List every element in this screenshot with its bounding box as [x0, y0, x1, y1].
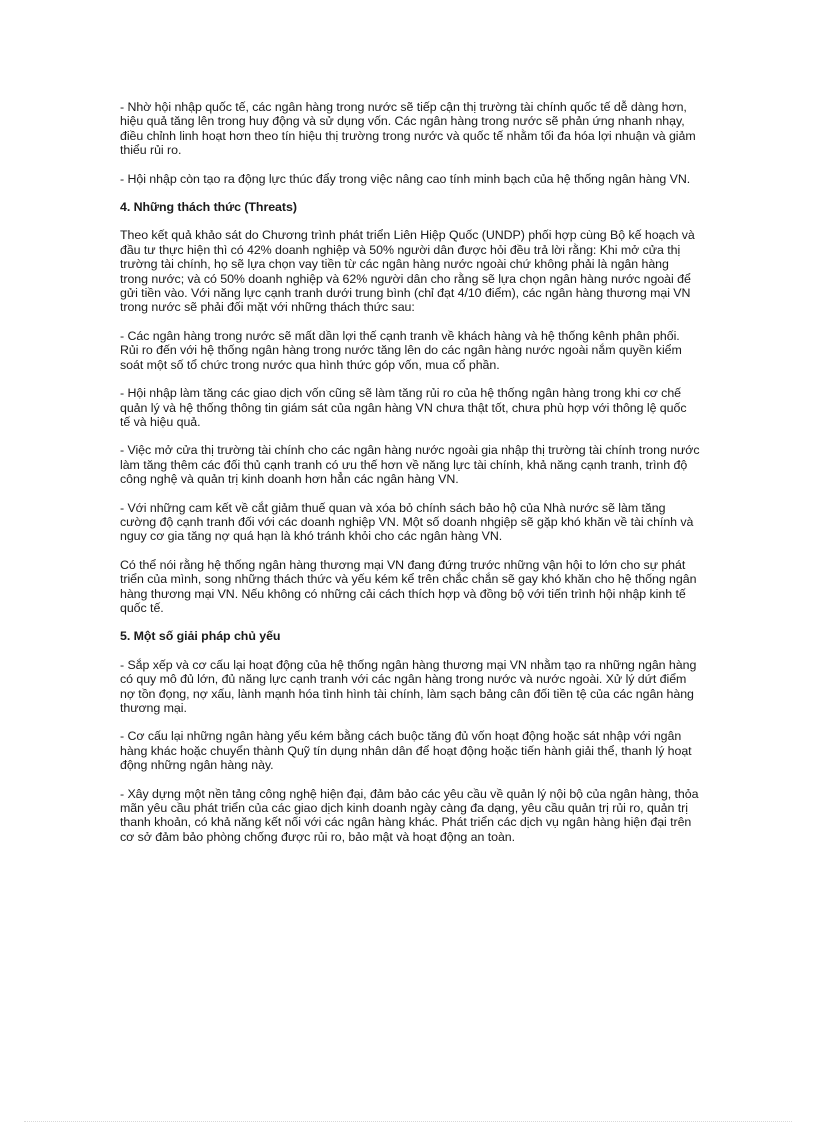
paragraph-capital-risk: - Hội nhập làm tăng các giao dịch vốn cũng sẽ làm tăng rủi ro của hệ thống ngân hàng trong khi cơ chế quản lý và hệ thống thông tin giám sát của ngân hàng VN chưa thật tốt, chưa phù hợp với thông lệ quốc tế và hiệu quả.	[120, 386, 687, 429]
paragraph-foreign-competitors: - Việc mở cửa thị trường tài chính cho các ngân hàng nước ngoài gia nhập thị trường tài chính trong nước làm tăng thêm các đối thủ cạnh tranh có ưu thế hơn về năng lực tài chính, khả năng cạnh tranh, trình độ công nghệ và quản trị kinh doanh hơn hẳn các ngân hàng VN.	[120, 443, 700, 487]
paragraph-undp-survey: Theo kết quả khảo sát do Chương trình phát triển Liên Hiệp Quốc (UNDP) phối hợp cùng Bộ kế hoạch và đầu tư thực hiện thì có 42% doanh nghiệp và 50% người dân được hỏi đều trả lời rằng: Khi mở cửa thị trường tài chính, họ sẽ lựa chọn vay tiền từ các ngân hàng nước ngoài chứ không phải là ngân hàng trong nước; và có 50% doanh nghiệp và 62% người dân cho rằng sẽ lựa chọn ngân hàng nước ngoài để gửi tiền vào. Với năng lực cạnh tranh dưới trung bình (chỉ đạt 4/10 điểm), các ngân hàng thương mại VN trong nước sẽ phải đối mặt với những thách thức sau:	[120, 228, 695, 315]
heading-solutions: 5. Một số giải pháp chủ yếu	[120, 629, 281, 644]
paragraph-restructure-system: - Sắp xếp và cơ cấu lại hoạt động của hệ thống ngân hàng thương mại VN nhằm tạo ra những ngân hàng có quy mô đủ lớn, đủ năng lực cạnh tranh với các ngân hàng trong nước và nước ngoài. Xử lý dứt điểm nợ tồn đọng, nợ xấu, lành mạnh hóa tình hình tài chính, làm sạch bảng cân đối tiền tệ của các ngân hàng thương mại.	[120, 657, 697, 715]
document-body	[120, 100, 700, 858]
paragraph-technology: - Xây dựng một nền tảng công nghệ hiện đại, đảm bảo các yêu cầu về quản lý nội bộ của ngân hàng, thỏa mãn yêu cầu phát triển của các giao dịch kinh doanh ngày càng đa dạng, yêu cầu quản trị rủi ro, quản trị thanh khoản, có khả năng kết nối với các ngân hàng khác. Phát triển các dịch vụ ngân hàng hiện đại trên cơ sở đảm bảo phòng chống được rủi ro, bảo mật và hoạt động an toàn.	[120, 786, 699, 844]
paragraph-competitive-advantage: - Các ngân hàng trong nước sẽ mất dần lợi thế cạnh tranh về khách hàng và hệ thống kênh phân phối. Rủi ro đến với hệ thống ngân hàng trong nước tăng lên do các ngân hàng nước ngoài nắm quyền kiểm soát một số tổ chức trong nước qua hình thức góp vốn, mua cổ phần.	[120, 328, 682, 372]
paragraph-integration-benefits: - Nhờ hội nhập quốc tế, các ngân hàng trong nước sẽ tiếp cận thị trường tài chính quốc tế dễ dàng hơn, hiệu quả tăng lên trong huy động và sử dụng vốn. Các ngân hàng trong nước sẽ phản ứng nhanh nhạy, điều chỉnh linh hoạt hơn theo tín hiệu thị trường trong nước và quốc tế nhằm tối đa hóa lợi nhuận và giảm thiểu rủi ro.	[120, 100, 696, 158]
paragraph-tariff-commitments: - Với những cam kết về cắt giảm thuế quan và xóa bỏ chính sách bảo hộ của Nhà nước sẽ làm tăng cường độ cạnh tranh đối với các doanh nghiệp VN. Một số doanh nhgiệp sẽ gặp khó khăn về tài chính và nguy cơ gia tăng nợ quá hạn là khó tránh khỏi cho các ngân hàng VN.	[120, 500, 694, 544]
page-bottom-divider	[24, 1121, 792, 1122]
paragraph-transparency: - Hội nhập còn tạo ra động lực thúc đẩy trong việc nâng cao tính minh bạch của hệ thống ngân hàng VN.	[120, 171, 691, 186]
heading-threats: 4. Những thách thức (Threats)	[120, 200, 297, 215]
paragraph-conclusion: Có thể nói rằng hệ thống ngân hàng thương mại VN đang đứng trước những vận hội to lớn cho sự phát triển của mình, song những thách thức và yếu kém kể trên chắc chắn sẽ gay khó khăn cho hệ thống ngân hàng thương mại VN. Nếu không có những cải cách thích hợp và đồng bộ với tiến trình hội nhập kinh tế quốc tế.	[120, 557, 697, 615]
paragraph-weak-banks: - Cơ cấu lại những ngân hàng yếu kém bằng cách buộc tăng đủ vốn hoạt động hoặc sát nhập với ngân hàng khác hoặc chuyển thành Quỹ tín dụng nhân dân để hoạt động hoặc tiến hành giải thể, thanh lý hoạt động những ngân hàng này.	[120, 729, 692, 773]
